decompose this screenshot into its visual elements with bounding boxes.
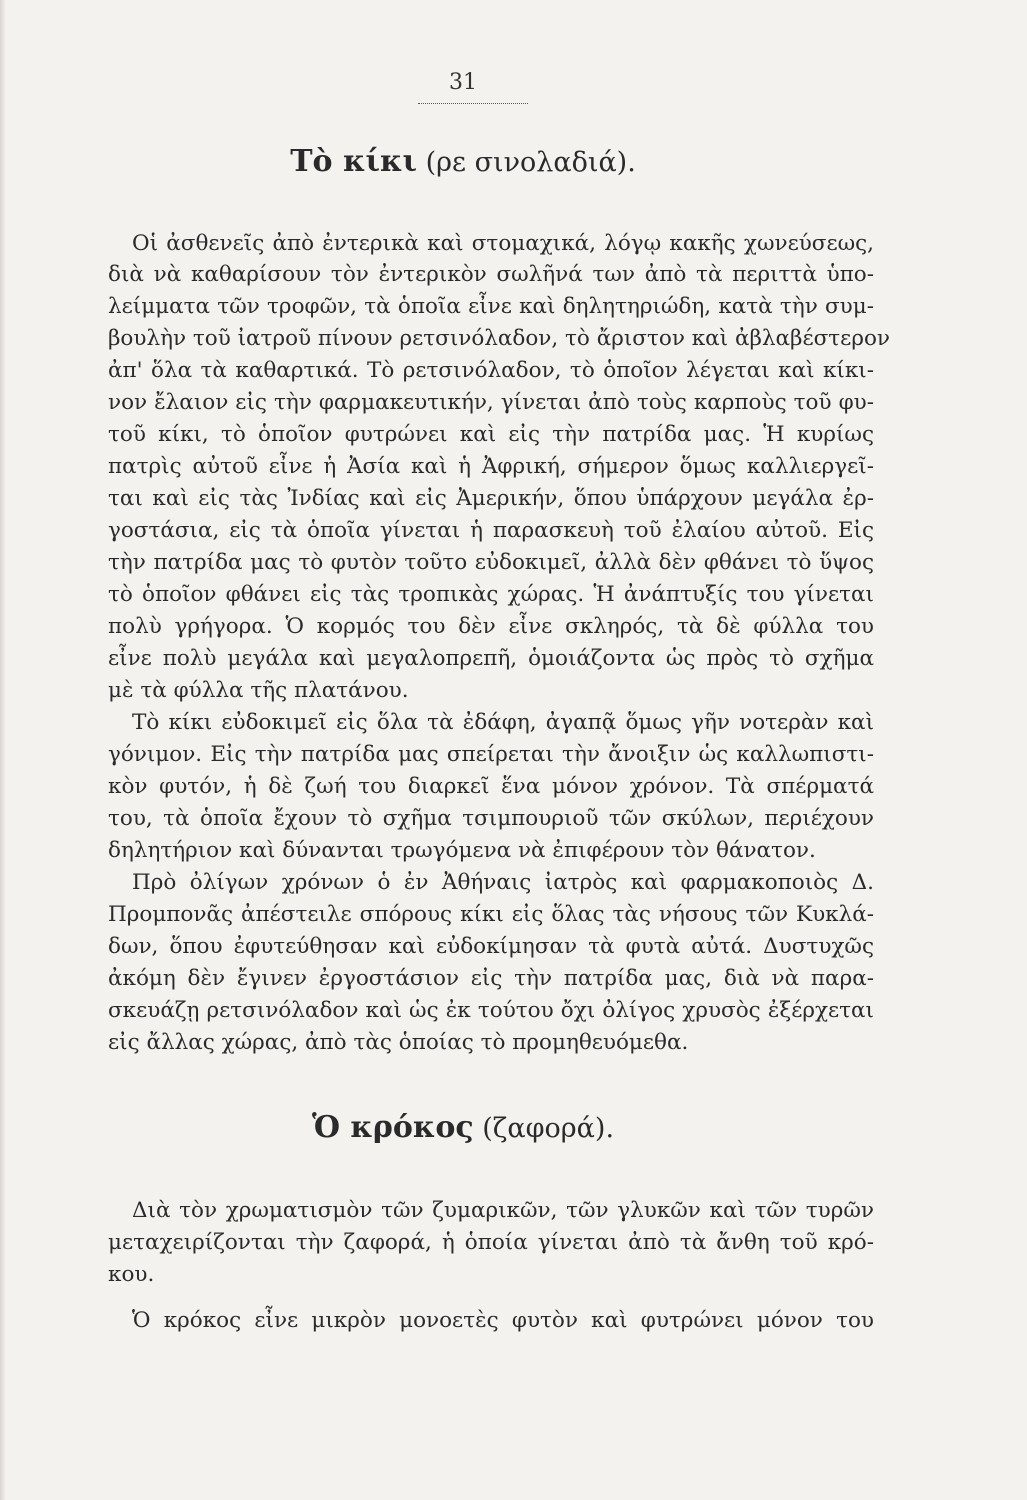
text-line: πολὺ γρήγορα. Ὁ κορμός του δὲν εἶνε σκληρός, τὰ δὲ φύλλα του: [108, 614, 874, 639]
text-line: νον ἔλαιον εἰς τὴν φαρμακευτικήν, γίνεται ἀπὸ τοὺς καρποὺς τοῦ φυ-: [108, 390, 874, 415]
section-title: Ὁ κρόκος: [311, 1110, 474, 1145]
text-line: κου.: [108, 1262, 155, 1287]
text-line: του, τὰ ὁποῖα ἔχουν τὸ σχῆμα τσιμπουριοῦ τῶν σκύλων, περιέχουν: [108, 806, 874, 831]
section-heading-castor: [0, 146, 926, 179]
text-line: Ὁ κρόκος εἶνε μικρὸν μονοετὲς φυτὸν καὶ φυτρώνει μόνον του: [132, 1308, 874, 1333]
text-line: τὸ ὁποῖον φθάνει εἰς τὰς τροπικὰς χώρας. Ἡ ἀνάπτυξίς του γίνεται: [108, 582, 874, 607]
text-line: Πρὸ ὀλίγων χρόνων ὁ ἐν Ἀθήναις ἰατρὸς καὶ φαρμακοποιὸς Δ.: [132, 870, 874, 895]
text-line: εἶνε πολὺ μεγάλα καὶ μεγαλοπρεπῆ, ὁμοιάζοντα ὡς πρὸς τὸ σχῆμα: [108, 646, 874, 671]
text-line: τὴν πατρίδα μας τὸ φυτὸν τοῦτο εὐδοκιμεῖ, ἀλλὰ δὲν φθάνει τὸ ὕψος: [108, 550, 874, 575]
text-line: λείμματα τῶν τροφῶν, τὰ ὁποῖα εἶνε καὶ δηλητηριώδη, κατὰ τὴν συμ-: [108, 294, 874, 319]
text-line: σκευάζῃ ρετσινόλαδον καὶ ὡς ἐκ τούτου ὄχι ὀλίγος χρυσὸς ἐξέρχεται: [108, 998, 874, 1023]
text-line: γοστάσια, εἰς τὰ ὁποῖα γίνεται ἡ παρασκευὴ τοῦ ἐλαίου αὐτοῦ. Εἰς: [108, 518, 874, 543]
text-line: Προμπονᾶς ἀπέστειλε σπόρους κίκι εἰς ὅλας τὰς νήσους τῶν Κυκλά-: [108, 902, 874, 927]
text-line: μὲ τὰ φύλλα τῆς πλατάνου.: [108, 678, 409, 703]
section-subtitle: (ζαφορά).: [482, 1113, 615, 1144]
text-line: ται καὶ εἰς τὰς Ἰνδίας καὶ εἰς Ἀμερικήν, ὅπου ὑπάρχουν μεγάλα ἐρ-: [108, 486, 874, 511]
text-line: Διὰ τὸν χρωματισμὸν τῶν ζυμαρικῶν, τῶν γλυκῶν καὶ τῶν τυρῶν: [132, 1198, 874, 1223]
text-line: τοῦ κίκι, τὸ ὁποῖον φυτρώνει καὶ εἰς τὴν πατρίδα μας. Ἡ κυρίως: [108, 422, 874, 447]
section-title: Τὸ κίκι: [290, 144, 417, 179]
text-line: πατρὶς αὐτοῦ εἶνε ἡ Ἀσία καὶ ἡ Ἀφρική, σήμερον ὅμως καλλιεργεῖ-: [108, 454, 874, 479]
page-number: 31: [449, 70, 477, 95]
text-line: δηλητήριον καὶ δύνανται τρωγόμενα νὰ ἐπιφέρουν τὸν θάνατον.: [108, 838, 816, 863]
text-line: Τὸ κίκι εὐδοκιμεῖ εἰς ὅλα τὰ ἐδάφη, ἀγαπᾷ ὅμως γῆν νοτερὰν καὶ: [132, 710, 874, 735]
text-line: βουλὴν τοῦ ἰατροῦ πίνουν ρετσινόλαδον, τὸ ἄριστον καὶ ἀβλαβέστερον: [108, 326, 890, 351]
text-line: διὰ νὰ καθαρίσουν τὸν ἐντερικὸν σωλῆνά των ἀπὸ τὰ περιττὰ ὑπο-: [108, 262, 874, 287]
text-line: ἀκόμη δὲν ἔγινεν ἐργοστάσιον εἰς τὴν πατρίδα μας, διὰ νὰ παρα-: [108, 966, 874, 991]
text-line: εἰς ἄλλας χώρας, ἀπὸ τὰς ὁποίας τὸ προμηθευόμεθα.: [108, 1030, 689, 1055]
text-line: μεταχειρίζονται τὴν ζαφορά, ἡ ὁποία γίνεται ἀπὸ τὰ ἄνθη τοῦ κρό-: [108, 1230, 874, 1255]
text-line: Οἱ ἀσθενεῖς ἀπὸ ἐντερικὰ καὶ στομαχικά, λόγῳ κακῆς χωνεύσεως,: [132, 231, 874, 256]
text-line: δων, ὅπου ἐφυτεύθησαν καὶ εὐδοκίμησαν τὰ φυτὰ αὐτά. Δυστυχῶς: [108, 934, 874, 959]
section-heading-crocus: [0, 1112, 926, 1145]
section-subtitle: (ρε σινολαδιά).: [425, 147, 636, 178]
scan-edge: [0, 0, 6, 1500]
text-line: κὸν φυτόν, ἡ δὲ ζωή του διαρκεῖ ἕνα μόνον χρόνον. Τὰ σπέρματά: [108, 774, 874, 799]
text-line: γόνιμον. Εἰς τὴν πατρίδα μας σπείρεται τὴν ἄνοιξιν ὡς καλλωπιστι-: [108, 742, 874, 767]
text-line: ἀπ' ὅλα τὰ καθαρτικά. Τὸ ρετσινόλαδον, τὸ ὁποῖον λέγεται καὶ κίκι-: [108, 358, 874, 383]
page-number-rule: [418, 103, 528, 104]
